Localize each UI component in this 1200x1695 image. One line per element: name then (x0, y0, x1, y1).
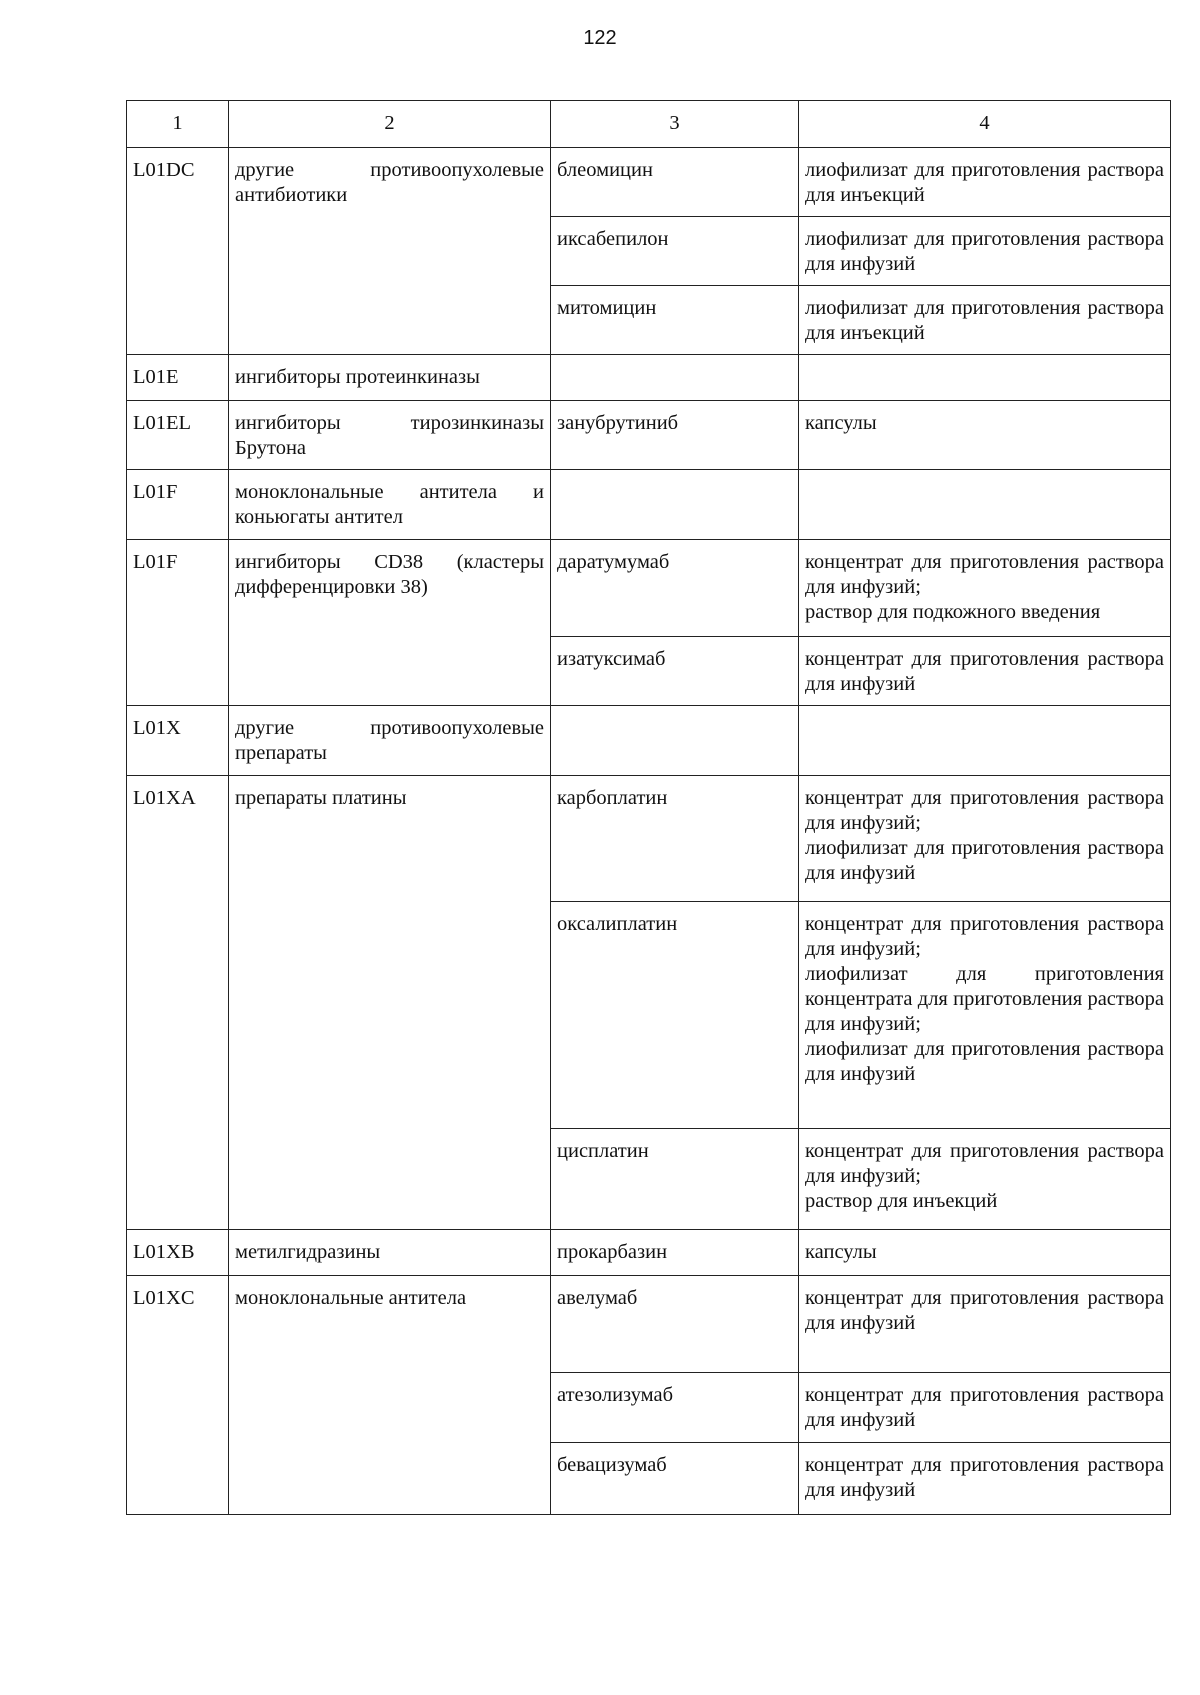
dosage-form-line: концентрат для приготовления раствора для инфузий; (805, 1140, 1164, 1187)
drug-name-cell: митомицин (551, 286, 799, 355)
page-number: 122 (583, 27, 617, 49)
dosage-form-line: лиофилизат для приготовления раствора для инъекций (805, 159, 1164, 206)
atc-code-cell: L01XC (127, 1276, 229, 1515)
dosage-form-line: концентрат для приготовления раствора для инфузий (805, 1454, 1164, 1501)
dosage-form-cell (799, 1373, 1171, 1443)
drug-name-cell: даратумумаб (551, 540, 799, 637)
pharmacological-group-cell: другие противоопухолевые антибиотики (229, 148, 551, 355)
atc-code-cell: L01F (127, 540, 229, 706)
pharmacological-group-cell: моноклональные антитела и коньюгаты антител (229, 470, 551, 540)
header-cell-2: 2 (229, 101, 551, 148)
dosage-form-cell (799, 217, 1171, 286)
drug-name-cell (551, 470, 799, 540)
drug-name-cell: атезолизумаб (551, 1373, 799, 1443)
dosage-form-cell (799, 902, 1171, 1129)
dosage-form-line: концентрат для приготовления раствора для инфузий (805, 1287, 1164, 1334)
dosage-form-line: концентрат для приготовления раствора для инфузий; (805, 787, 1164, 834)
dosage-form-cell (799, 540, 1171, 637)
drug-name-cell (551, 706, 799, 776)
table-row (127, 1230, 1171, 1276)
table-row (127, 1276, 1171, 1373)
atc-code-cell: L01XA (127, 776, 229, 1230)
dosage-form-cell (799, 355, 1171, 401)
pharmacological-group-cell: другие противоопухолевые препараты (229, 706, 551, 776)
atc-code-cell: L01EL (127, 401, 229, 470)
pharmacological-group-cell: ингибиторы тирозинкиназы Брутона (229, 401, 551, 470)
dosage-form-cell (799, 1443, 1171, 1515)
dosage-form-cell (799, 776, 1171, 902)
atc-code-cell: L01XB (127, 1230, 229, 1276)
header-cell-4: 4 (799, 101, 1171, 148)
dosage-form-cell (799, 286, 1171, 355)
dosage-form-line: капсулы (805, 412, 877, 434)
dosage-form-line: концентрат для приготовления раствора для инфузий; (805, 913, 1164, 960)
drug-classification-table (126, 100, 1171, 1515)
header-cell-3: 3 (551, 101, 799, 148)
drug-name-cell: занубрутиниб (551, 401, 799, 470)
dosage-form-cell (799, 148, 1171, 217)
dosage-form-cell (799, 401, 1171, 470)
drug-name-cell: прокарбазин (551, 1230, 799, 1276)
dosage-form-cell (799, 470, 1171, 540)
drug-name-cell: блеомицин (551, 148, 799, 217)
dosage-form-line: раствор для подкожного введения (805, 601, 1101, 623)
dosage-form-cell (799, 1230, 1171, 1276)
atc-code-cell: L01E (127, 355, 229, 401)
pharmacological-group-cell: ингибиторы протеинкиназы (229, 355, 551, 401)
pharmacological-group-cell: метилгидразины (229, 1230, 551, 1276)
pharmacological-group-cell: ингибиторы CD38 (кластеры дифференцировки 38) (229, 540, 551, 706)
dosage-form-cell (799, 1129, 1171, 1230)
drug-name-cell: цисплатин (551, 1129, 799, 1230)
table-row (127, 355, 1171, 401)
header-cell-1: 1 (127, 101, 229, 148)
drug-name-cell: авелумаб (551, 1276, 799, 1373)
atc-code-cell: L01DC (127, 148, 229, 355)
table-row (127, 706, 1171, 776)
dosage-form-line: лиофилизат для приготовления раствора для инфузий (805, 1038, 1164, 1085)
dosage-form-cell (799, 1276, 1171, 1373)
table-row (127, 776, 1171, 902)
dosage-form-line: раствор для инъекций (805, 1190, 998, 1212)
dosage-form-cell (799, 706, 1171, 776)
atc-code-cell: L01F (127, 470, 229, 540)
atc-code-cell: L01X (127, 706, 229, 776)
table-row (127, 401, 1171, 470)
table-body (127, 101, 1171, 1515)
table-row (127, 470, 1171, 540)
drug-name-cell (551, 355, 799, 401)
drug-name-cell: карбоплатин (551, 776, 799, 902)
table-row (127, 540, 1171, 637)
dosage-form-line: концентрат для приготовления раствора для инфузий (805, 648, 1164, 695)
dosage-form-line: лиофилизат для приготовления концентрата для приготовления раствора для инфузий; (805, 963, 1164, 1035)
drug-name-cell: изатуксимаб (551, 637, 799, 706)
dosage-form-line: концентрат для приготовления раствора для инфузий; (805, 551, 1164, 598)
dosage-form-cell (799, 637, 1171, 706)
dosage-form-line: капсулы (805, 1241, 877, 1263)
dosage-form-line: лиофилизат для приготовления раствора для инфузий (805, 228, 1164, 275)
table-row (127, 148, 1171, 217)
table-header-row (127, 101, 1171, 148)
dosage-form-line: лиофилизат для приготовления раствора для инъекций (805, 297, 1164, 344)
drug-name-cell: оксалиплатин (551, 902, 799, 1129)
dosage-form-line: лиофилизат для приготовления раствора для инфузий (805, 837, 1164, 884)
pharmacological-group-cell: моноклональные антитела (229, 1276, 551, 1515)
drug-name-cell: иксабепилон (551, 217, 799, 286)
dosage-form-line: концентрат для приготовления раствора для инфузий (805, 1384, 1164, 1431)
drug-name-cell: бевацизумаб (551, 1443, 799, 1515)
pharmacological-group-cell: препараты платины (229, 776, 551, 1230)
